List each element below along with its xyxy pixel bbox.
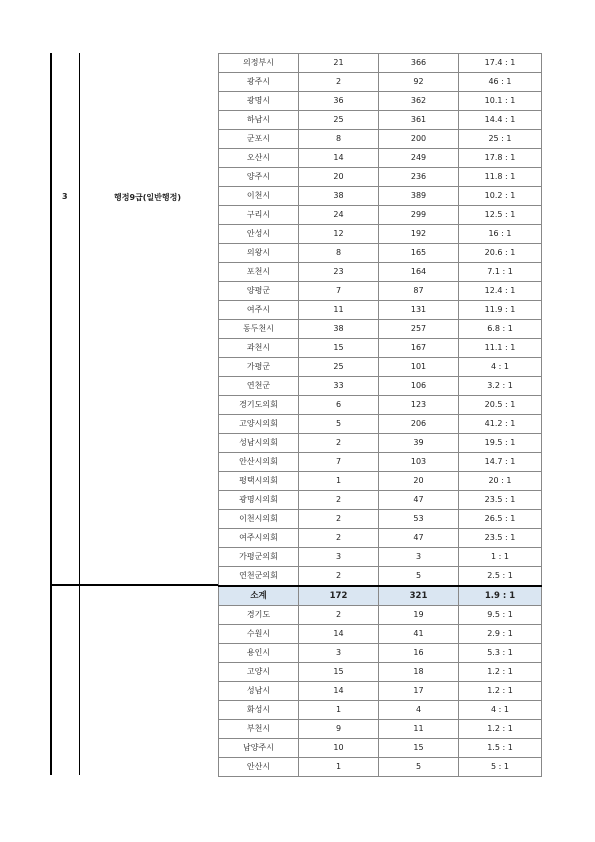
applicants-cell: 101 xyxy=(379,358,459,377)
table-row xyxy=(219,263,542,282)
agency-cell: 고양시의회 xyxy=(219,415,299,434)
ratio-cell: 1.2 : 1 xyxy=(459,720,542,739)
table-row xyxy=(219,720,542,739)
applicants-cell: 3 xyxy=(379,548,459,567)
positions-cell: 2 xyxy=(299,73,379,92)
ratio-cell: 1.2 : 1 xyxy=(459,682,542,701)
applicants-cell: 92 xyxy=(379,73,459,92)
table-row xyxy=(219,282,542,301)
group-number: 3 xyxy=(62,192,68,201)
agency-cell: 안산시 xyxy=(219,758,299,777)
agency-cell: 동두천시 xyxy=(219,320,299,339)
table-body xyxy=(219,54,542,777)
ratio-cell: 23.5 : 1 xyxy=(459,491,542,510)
applicants-cell: 19 xyxy=(379,606,459,625)
applicants-cell: 15 xyxy=(379,739,459,758)
positions-cell: 7 xyxy=(299,453,379,472)
ratio-cell: 2.5 : 1 xyxy=(459,567,542,587)
ratio-cell: 11.9 : 1 xyxy=(459,301,542,320)
applicants-cell: 164 xyxy=(379,263,459,282)
agency-cell: 성남시의회 xyxy=(219,434,299,453)
agency-cell: 용인시 xyxy=(219,644,299,663)
positions-cell: 25 xyxy=(299,358,379,377)
table-row xyxy=(219,644,542,663)
agency-cell: 연천군의회 xyxy=(219,567,299,587)
positions-cell: 2 xyxy=(299,491,379,510)
table-row xyxy=(219,567,542,587)
ratio-cell: 26.5 : 1 xyxy=(459,510,542,529)
positions-cell: 20 xyxy=(299,168,379,187)
ratio-cell: 20.5 : 1 xyxy=(459,396,542,415)
agency-cell: 의왕시 xyxy=(219,244,299,263)
table-row xyxy=(219,606,542,625)
ratio-cell: 20.6 : 1 xyxy=(459,244,542,263)
table-row xyxy=(219,206,542,225)
agency-cell: 포천시 xyxy=(219,263,299,282)
table-row xyxy=(219,358,542,377)
positions-cell: 5 xyxy=(299,415,379,434)
positions-cell: 36 xyxy=(299,92,379,111)
table-row xyxy=(219,377,542,396)
applicants-cell: 167 xyxy=(379,339,459,358)
table-row xyxy=(219,73,542,92)
applicants-cell: 321 xyxy=(379,586,459,606)
applicants-cell: 18 xyxy=(379,663,459,682)
agency-cell: 과천시 xyxy=(219,339,299,358)
positions-cell: 24 xyxy=(299,206,379,225)
positions-cell: 33 xyxy=(299,377,379,396)
ratio-cell: 3.2 : 1 xyxy=(459,377,542,396)
positions-cell: 25 xyxy=(299,111,379,130)
table-row xyxy=(219,187,542,206)
agency-cell: 구리시 xyxy=(219,206,299,225)
recruitment-table xyxy=(218,53,542,777)
agency-cell: 양주시 xyxy=(219,168,299,187)
ratio-cell: 14.7 : 1 xyxy=(459,453,542,472)
applicants-cell: 53 xyxy=(379,510,459,529)
positions-cell: 14 xyxy=(299,682,379,701)
applicants-cell: 361 xyxy=(379,111,459,130)
agency-cell: 오산시 xyxy=(219,149,299,168)
applicants-cell: 16 xyxy=(379,644,459,663)
applicants-cell: 5 xyxy=(379,758,459,777)
applicants-cell: 257 xyxy=(379,320,459,339)
applicants-cell: 17 xyxy=(379,682,459,701)
positions-cell: 21 xyxy=(299,54,379,73)
agency-cell: 광주시 xyxy=(219,73,299,92)
table-row xyxy=(219,701,542,720)
positions-cell: 14 xyxy=(299,149,379,168)
applicants-cell: 5 xyxy=(379,567,459,587)
applicants-cell: 11 xyxy=(379,720,459,739)
applicants-cell: 200 xyxy=(379,130,459,149)
positions-cell: 172 xyxy=(299,586,379,606)
ratio-cell: 14.4 : 1 xyxy=(459,111,542,130)
positions-cell: 1 xyxy=(299,472,379,491)
applicants-cell: 165 xyxy=(379,244,459,263)
applicants-cell: 192 xyxy=(379,225,459,244)
agency-cell: 가평군 xyxy=(219,358,299,377)
table-row xyxy=(219,168,542,187)
agency-cell: 여주시의회 xyxy=(219,529,299,548)
agency-cell: 고양시 xyxy=(219,663,299,682)
positions-cell: 1 xyxy=(299,758,379,777)
agency-cell: 경기도의회 xyxy=(219,396,299,415)
applicants-cell: 389 xyxy=(379,187,459,206)
agency-cell: 화성시 xyxy=(219,701,299,720)
applicants-cell: 20 xyxy=(379,472,459,491)
table-row xyxy=(219,320,542,339)
applicants-cell: 366 xyxy=(379,54,459,73)
ratio-cell: 2.9 : 1 xyxy=(459,625,542,644)
applicants-cell: 249 xyxy=(379,149,459,168)
positions-cell: 11 xyxy=(299,301,379,320)
table-row xyxy=(219,149,542,168)
applicants-cell: 47 xyxy=(379,529,459,548)
group-divider-line xyxy=(79,53,80,775)
ratio-cell: 7.1 : 1 xyxy=(459,263,542,282)
ratio-cell: 5 : 1 xyxy=(459,758,542,777)
applicants-cell: 103 xyxy=(379,453,459,472)
ratio-cell: 6.8 : 1 xyxy=(459,320,542,339)
agency-cell: 평택시의회 xyxy=(219,472,299,491)
positions-cell: 3 xyxy=(299,644,379,663)
table-row xyxy=(219,739,542,758)
table-row xyxy=(219,453,542,472)
table-row xyxy=(219,491,542,510)
ratio-cell: 41.2 : 1 xyxy=(459,415,542,434)
applicants-cell: 39 xyxy=(379,434,459,453)
positions-cell: 10 xyxy=(299,739,379,758)
agency-cell: 남양주시 xyxy=(219,739,299,758)
table-row xyxy=(219,415,542,434)
ratio-cell: 1 : 1 xyxy=(459,548,542,567)
ratio-cell: 10.1 : 1 xyxy=(459,92,542,111)
table-row xyxy=(219,529,542,548)
ratio-cell: 9.5 : 1 xyxy=(459,606,542,625)
positions-cell: 2 xyxy=(299,606,379,625)
table-row xyxy=(219,758,542,777)
agency-cell: 양평군 xyxy=(219,282,299,301)
agency-cell: 가평군의회 xyxy=(219,548,299,567)
ratio-cell: 12.5 : 1 xyxy=(459,206,542,225)
ratio-cell: 17.4 : 1 xyxy=(459,54,542,73)
agency-cell: 의정부시 xyxy=(219,54,299,73)
applicants-cell: 206 xyxy=(379,415,459,434)
ratio-cell: 12.4 : 1 xyxy=(459,282,542,301)
applicants-cell: 362 xyxy=(379,92,459,111)
agency-cell: 연천군 xyxy=(219,377,299,396)
agency-cell: 수원시 xyxy=(219,625,299,644)
agency-cell: 성남시 xyxy=(219,682,299,701)
table-row xyxy=(219,625,542,644)
ratio-cell: 46 : 1 xyxy=(459,73,542,92)
applicants-cell: 47 xyxy=(379,491,459,510)
positions-cell: 8 xyxy=(299,244,379,263)
table-row xyxy=(219,54,542,73)
agency-cell: 경기도 xyxy=(219,606,299,625)
applicants-cell: 123 xyxy=(379,396,459,415)
applicants-cell: 299 xyxy=(379,206,459,225)
agency-cell: 여주시 xyxy=(219,301,299,320)
table-row xyxy=(219,682,542,701)
agency-cell: 하남시 xyxy=(219,111,299,130)
positions-cell: 7 xyxy=(299,282,379,301)
table-row xyxy=(219,301,542,320)
table-row xyxy=(219,111,542,130)
applicants-cell: 106 xyxy=(379,377,459,396)
agency-cell: 광명시의회 xyxy=(219,491,299,510)
positions-cell: 8 xyxy=(299,130,379,149)
agency-cell: 광명시 xyxy=(219,92,299,111)
table-row xyxy=(219,339,542,358)
group-category: 행정9급(일반행정) xyxy=(114,193,181,202)
ratio-cell: 23.5 : 1 xyxy=(459,529,542,548)
table-row xyxy=(219,225,542,244)
agency-cell: 소계 xyxy=(219,586,299,606)
ratio-cell: 25 : 1 xyxy=(459,130,542,149)
table-row xyxy=(219,434,542,453)
table-row xyxy=(219,663,542,682)
table-row xyxy=(219,130,542,149)
table-row xyxy=(219,92,542,111)
section-divider-line xyxy=(50,584,218,586)
table-row xyxy=(219,244,542,263)
positions-cell: 1 xyxy=(299,701,379,720)
ratio-cell: 4 : 1 xyxy=(459,701,542,720)
ratio-cell: 4 : 1 xyxy=(459,358,542,377)
agency-cell: 군포시 xyxy=(219,130,299,149)
ratio-cell: 20 : 1 xyxy=(459,472,542,491)
applicants-cell: 131 xyxy=(379,301,459,320)
positions-cell: 14 xyxy=(299,625,379,644)
ratio-cell: 1.5 : 1 xyxy=(459,739,542,758)
ratio-cell: 16 : 1 xyxy=(459,225,542,244)
positions-cell: 6 xyxy=(299,396,379,415)
ratio-cell: 5.3 : 1 xyxy=(459,644,542,663)
agency-cell: 안산시의회 xyxy=(219,453,299,472)
positions-cell: 15 xyxy=(299,663,379,682)
ratio-cell: 1.9 : 1 xyxy=(459,586,542,606)
positions-cell: 12 xyxy=(299,225,379,244)
ratio-cell: 1.2 : 1 xyxy=(459,663,542,682)
agency-cell: 이천시의회 xyxy=(219,510,299,529)
ratio-cell: 11.1 : 1 xyxy=(459,339,542,358)
applicants-cell: 87 xyxy=(379,282,459,301)
positions-cell: 3 xyxy=(299,548,379,567)
positions-cell: 23 xyxy=(299,263,379,282)
agency-cell: 안성시 xyxy=(219,225,299,244)
agency-cell: 부천시 xyxy=(219,720,299,739)
table-row xyxy=(219,510,542,529)
positions-cell: 38 xyxy=(299,320,379,339)
applicants-cell: 236 xyxy=(379,168,459,187)
ratio-cell: 19.5 : 1 xyxy=(459,434,542,453)
positions-cell: 2 xyxy=(299,529,379,548)
table-row xyxy=(219,472,542,491)
applicants-cell: 4 xyxy=(379,701,459,720)
positions-cell: 15 xyxy=(299,339,379,358)
positions-cell: 2 xyxy=(299,434,379,453)
table-row xyxy=(219,548,542,567)
positions-cell: 2 xyxy=(299,510,379,529)
positions-cell: 38 xyxy=(299,187,379,206)
ratio-cell: 11.8 : 1 xyxy=(459,168,542,187)
applicants-cell: 41 xyxy=(379,625,459,644)
ratio-cell: 10.2 : 1 xyxy=(459,187,542,206)
left-border-line xyxy=(50,53,52,775)
positions-cell: 9 xyxy=(299,720,379,739)
table-row xyxy=(219,396,542,415)
positions-cell: 2 xyxy=(299,567,379,587)
agency-cell: 이천시 xyxy=(219,187,299,206)
subtotal-row xyxy=(219,586,542,606)
ratio-cell: 17.8 : 1 xyxy=(459,149,542,168)
